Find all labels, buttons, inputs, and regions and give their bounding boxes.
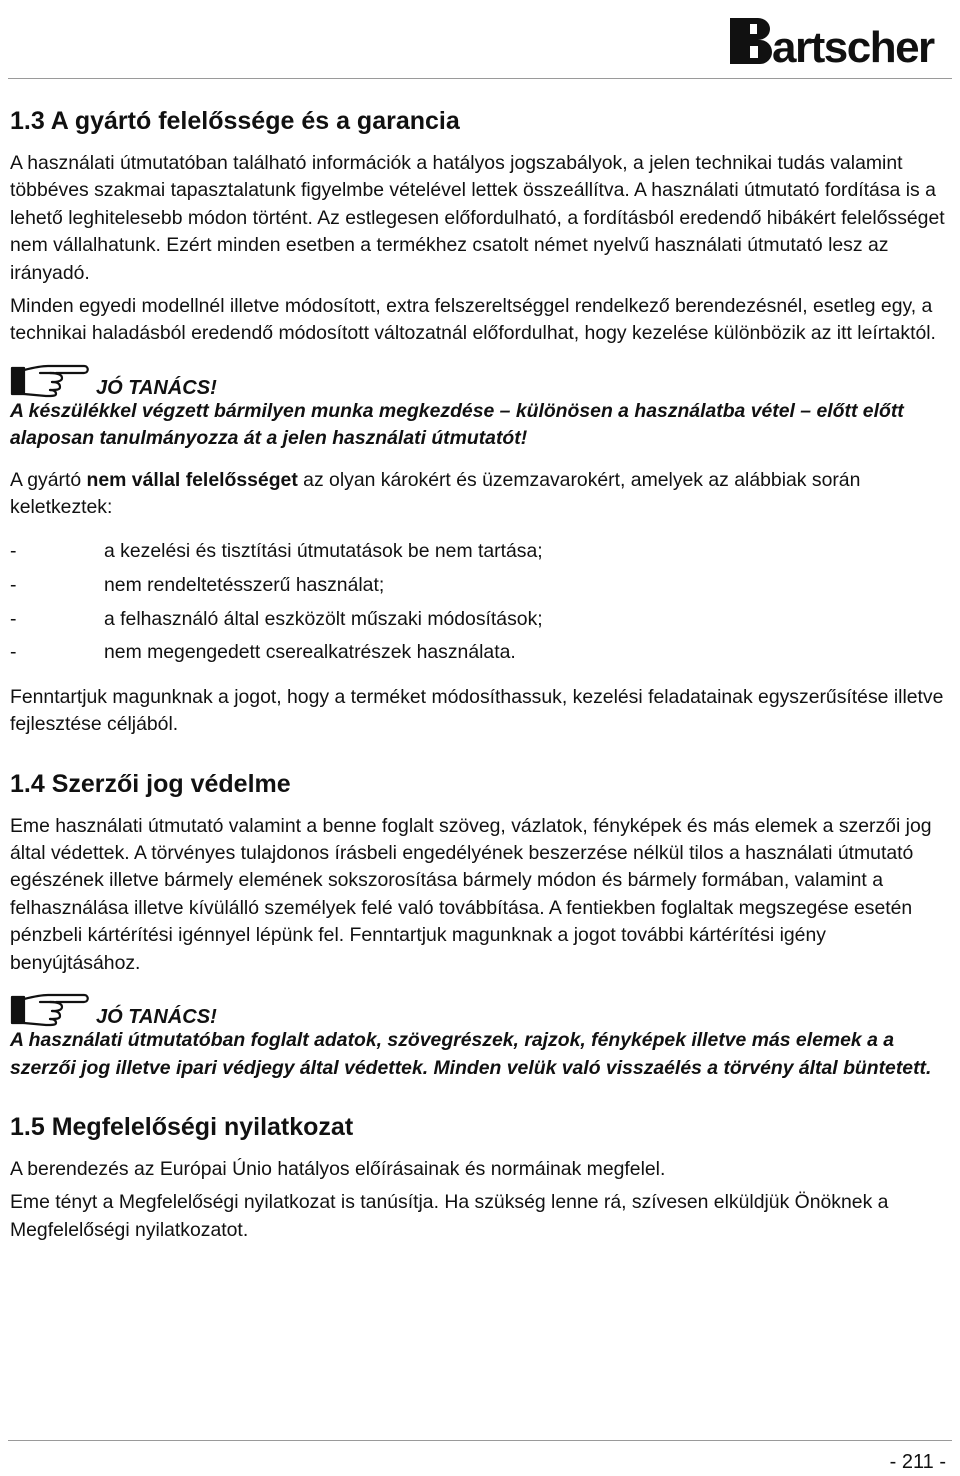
list-item [10, 636, 954, 670]
section-heading-1-3: 1.3 A gyártó felelőssége és a garancia [10, 107, 460, 135]
page-content [10, 104, 954, 1244]
list-item-text: a kezelési és tisztítási útmutatások be nem tartása; [104, 540, 543, 563]
tip-header [10, 354, 954, 398]
pointing-hand-icon [10, 362, 92, 398]
bartscher-logo [728, 10, 946, 68]
paragraph-declaration: Eme tényt a Megfelelőségi nyilatkozat is tanúsítja. Ha szükség lenne rá, szívesen elküldjük Önöknek a Megfelelőségi nyilatkozatot. [10, 1191, 889, 1241]
tip-text: A használati útmutatóban foglalt adatok, szövegrészek, rajzok, fényképek illetve más elemek a a szerzői jog illetve ipari védjegy által védettek. Minden velük való visszaélés a törvény által büntetett. [10, 1029, 932, 1079]
paragraph-info: A használati útmutatóban található információk a hatályos jogszabályok, a jelen technikai tudás valamint többéves szakmai tapasztalatunk figyelmbe vételével lettek összeállítva. A használati útmutató fordítása is a lehető leghitelesebb módon történt. Az estlegesen előfordulható, a fordításból eredendő hibákért felelősséget nem vállalhatunk. Ezért minden esetben a termékhez csatolt német nyelvű használati útmutató lesz az irányadó. [10, 152, 945, 284]
list-item [10, 569, 954, 603]
list-item [10, 535, 954, 569]
paragraph-models: Minden egyedi modellnél illetve módosított, extra felszereltséggel rendelkező berendezésnél, esetleg egy, a technikai haladásból eredendő módosított változatnál előfordulhat, hogy kezelése különbözik az itt leírtaktól. [10, 295, 936, 345]
liability-text-end: az olyan károkért és üzemzavarokért, amelyek az alábbiak során keletkeztek: [10, 468, 861, 519]
liability-text-start: A gyártó [10, 468, 87, 491]
paragraph-conformity: A berendezés az Európai Únio hatályos előírásainak és normáinak megfelel. [10, 1157, 666, 1180]
list-item-text: nem rendeltetésszerű használat; [104, 574, 385, 597]
liability-list [10, 535, 954, 669]
tip-text: A készülékkel végzett bármilyen munka megkezdése – különösen a használatba vétel – előtt előtt alaposan tanulmányozza át a jelen használati útmutatót! [10, 399, 904, 450]
list-dash: - [10, 540, 17, 563]
liability-emphasis: nem vállal felelősséget [86, 468, 298, 491]
list-item-text: a felhasználó által eszközölt műszaki módosítások; [104, 607, 543, 630]
page-number: - 211 - [889, 1451, 946, 1473]
paragraph-liability [10, 467, 954, 522]
paragraph-reserve: Fenntartjuk magunknak a jogot, hogy a terméket módosíthassuk, kezelési feladatainak egyszerűsítése illetve fejlesztése céljából. [10, 685, 944, 736]
tip-label: JÓ TANÁCS! [96, 1006, 217, 1029]
list-dash: - [10, 574, 17, 597]
section-heading-1-4: 1.4 Szerzői jog védelme [10, 769, 291, 798]
section-heading-1-5: 1.5 Megfelelőségi nyilatkozat [10, 1112, 354, 1141]
paragraph-copyright: Eme használati útmutató valamint a benne foglalt szöveg, vázlatok, fényképek és más elemek a szerzői jog által védettek. A törvényes tulajdonos írásbeli engedélyének beszerzése nélkül tilos a használati útmutató egészének illetve bármely elemének sokszorosítása bármely módon és bármely formában, valamint a felhasználása illetve kívülálló személyek felé való továbbítása. A fentiekben foglaltak megszegése esetén pénzbeli kártérítési igénnyel lépünk fel. Fenntartjuk magunknak a jogot további kártérítési igény benyújtásához. [10, 814, 932, 974]
header-rule [8, 78, 952, 79]
list-item-text: nem megengedett cserealkatrészek használata. [104, 641, 516, 664]
tip-label: JÓ TANÁCS! [96, 376, 217, 399]
list-dash: - [10, 641, 17, 664]
list-item [10, 603, 954, 637]
tip-header [10, 983, 954, 1027]
pointing-hand-icon [10, 991, 92, 1027]
list-dash: - [10, 607, 17, 630]
footer-rule [8, 1440, 952, 1441]
svg-text:artscher: artscher [772, 23, 934, 68]
